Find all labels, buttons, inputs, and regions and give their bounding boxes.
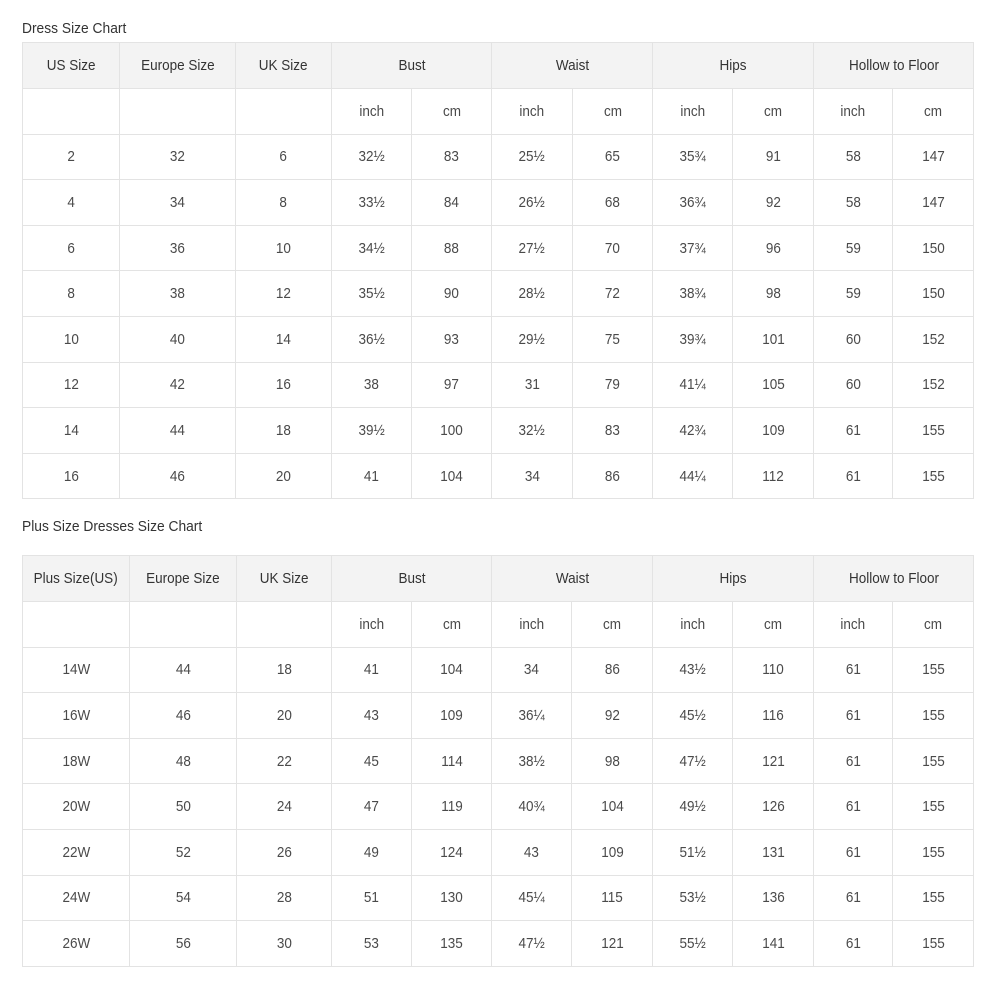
table-cell: 61: [814, 738, 893, 784]
header-row: [23, 43, 974, 89]
table-cell: 45: [332, 738, 412, 784]
table-cell: 155: [893, 921, 974, 967]
unit-cell: inch: [332, 602, 412, 648]
table-cell: 141: [733, 921, 814, 967]
table-cell: 20: [237, 693, 332, 739]
table-cell: 155: [893, 829, 974, 875]
table-cell: 4: [23, 180, 120, 226]
table-cell: 16W: [23, 693, 130, 739]
table-cell: 155: [893, 408, 974, 454]
table-cell: 40: [120, 316, 236, 362]
table-cell: 18: [236, 408, 332, 454]
table-row: [23, 738, 974, 784]
table-cell: 12: [23, 362, 120, 408]
table-cell: 96: [733, 225, 814, 271]
table-cell: 34½: [332, 225, 412, 271]
table-cell: 39¾: [653, 316, 733, 362]
unit-cell: inch: [653, 602, 733, 648]
table-cell: 61: [814, 829, 893, 875]
table-row: [23, 693, 974, 739]
table-cell: 44: [130, 647, 237, 693]
table-cell: 10: [236, 225, 332, 271]
table-cell: 37¾: [653, 225, 733, 271]
table-cell: 18W: [23, 738, 130, 784]
table-cell: 47: [332, 784, 412, 830]
header-us-size: US Size: [23, 43, 120, 89]
table-cell: 32½: [492, 408, 573, 454]
table-cell: 84: [412, 180, 492, 226]
table-cell: 124: [412, 829, 492, 875]
table-cell: 92: [733, 180, 814, 226]
table-cell: 155: [893, 738, 974, 784]
table-cell: 43: [492, 829, 572, 875]
table-cell: 24: [237, 784, 332, 830]
table-cell: 101: [733, 316, 814, 362]
unit-row: [23, 89, 974, 135]
table-cell: 155: [893, 693, 974, 739]
table-cell: 104: [412, 647, 492, 693]
table-cell: 119: [412, 784, 492, 830]
unit-cell: cm: [412, 89, 492, 135]
table-cell: 26W: [23, 921, 130, 967]
table-row: [23, 921, 974, 967]
table-cell: 41: [332, 453, 412, 499]
table-cell: 14: [236, 316, 332, 362]
table-cell: 88: [412, 225, 492, 271]
table-cell: 59: [814, 271, 893, 317]
table-cell: 45¼: [492, 875, 572, 921]
table-row: [23, 316, 974, 362]
table-cell: 56: [130, 921, 237, 967]
table-cell: 150: [893, 225, 974, 271]
table-cell: 70: [573, 225, 653, 271]
table-cell: 45½: [653, 693, 733, 739]
table-cell: 43½: [653, 647, 733, 693]
table-cell: 59: [814, 225, 893, 271]
table-cell: 29½: [492, 316, 573, 362]
plus-size-chart-title: Plus Size Dresses Size Chart: [22, 518, 203, 535]
table-cell: 18: [237, 647, 332, 693]
table-row: [23, 134, 974, 180]
table-cell: 34: [120, 180, 236, 226]
table-row: [23, 362, 974, 408]
table-cell: 109: [733, 408, 814, 454]
table-cell: 43: [332, 693, 412, 739]
header-uk-size: UK Size: [236, 43, 332, 89]
table-cell: 109: [572, 829, 653, 875]
table-cell: 121: [733, 738, 814, 784]
table-cell: 115: [572, 875, 653, 921]
table-cell: 49: [332, 829, 412, 875]
table-cell: 155: [893, 875, 974, 921]
table-cell: 25½: [492, 134, 573, 180]
table-cell: 130: [412, 875, 492, 921]
table-cell: 35½: [332, 271, 412, 317]
table-cell: 86: [573, 453, 653, 499]
unit-cell: inch: [492, 89, 573, 135]
table-cell: 33½: [332, 180, 412, 226]
dress-size-table: [22, 42, 974, 499]
table-cell: 61: [814, 647, 893, 693]
table-cell: 14: [23, 408, 120, 454]
table-cell: 14W: [23, 647, 130, 693]
table-cell: 16: [23, 453, 120, 499]
table-cell: 47½: [653, 738, 733, 784]
table-cell: 61: [814, 453, 893, 499]
table-cell: 155: [893, 647, 974, 693]
table-cell: 147: [893, 180, 974, 226]
table-row: [23, 829, 974, 875]
table-cell: 90: [412, 271, 492, 317]
table-cell: 131: [733, 829, 814, 875]
unit-cell: cm: [733, 602, 814, 648]
table-cell: 86: [572, 647, 653, 693]
table-cell: 2: [23, 134, 120, 180]
table-cell: 31: [492, 362, 573, 408]
table-cell: 47½: [492, 921, 572, 967]
header-bust: Bust: [332, 43, 492, 89]
table-cell: 61: [814, 693, 893, 739]
table-cell: 147: [893, 134, 974, 180]
header-hollow-to-floor: Hollow to Floor: [814, 43, 974, 89]
table-cell: 65: [573, 134, 653, 180]
table-cell: 58: [814, 180, 893, 226]
table-cell: 24W: [23, 875, 130, 921]
table-cell: 36¾: [653, 180, 733, 226]
table-cell: 152: [893, 316, 974, 362]
table-cell: 109: [412, 693, 492, 739]
table-cell: 105: [733, 362, 814, 408]
header-hips: Hips: [653, 556, 814, 602]
table-cell: 100: [412, 408, 492, 454]
header-europe-size: Europe Size: [130, 556, 237, 602]
header-waist: Waist: [492, 43, 653, 89]
table-cell: 91: [733, 134, 814, 180]
table-cell: 104: [412, 453, 492, 499]
table-cell: 34: [492, 647, 572, 693]
table-row: [23, 180, 974, 226]
table-cell: 44: [120, 408, 236, 454]
dress-size-chart-title: Dress Size Chart: [22, 20, 127, 37]
unit-cell: cm: [573, 89, 653, 135]
table-cell: 92: [572, 693, 653, 739]
table-cell: 55½: [653, 921, 733, 967]
empty-cell: [236, 89, 332, 135]
table-cell: 104: [572, 784, 653, 830]
table-cell: 135: [412, 921, 492, 967]
table-cell: 72: [573, 271, 653, 317]
table-cell: 112: [733, 453, 814, 499]
table-cell: 10: [23, 316, 120, 362]
table-cell: 150: [893, 271, 974, 317]
unit-cell: cm: [893, 602, 974, 648]
header-hollow-to-floor: Hollow to Floor: [814, 556, 974, 602]
unit-cell: inch: [814, 602, 893, 648]
table-cell: 46: [130, 693, 237, 739]
table-cell: 61: [814, 408, 893, 454]
table-cell: 114: [412, 738, 492, 784]
table-cell: 38: [332, 362, 412, 408]
table-row: [23, 647, 974, 693]
table-cell: 36: [120, 225, 236, 271]
table-cell: 152: [893, 362, 974, 408]
empty-cell: [23, 602, 130, 648]
table-cell: 28½: [492, 271, 573, 317]
unit-cell: cm: [893, 89, 974, 135]
table-cell: 83: [573, 408, 653, 454]
unit-cell: inch: [492, 602, 572, 648]
table-cell: 32: [120, 134, 236, 180]
table-cell: 121: [572, 921, 653, 967]
empty-cell: [23, 89, 120, 135]
table-cell: 40¾: [492, 784, 572, 830]
unit-cell: inch: [814, 89, 893, 135]
plus-size-table: [22, 555, 974, 967]
table-cell: 36½: [332, 316, 412, 362]
table-cell: 8: [23, 271, 120, 317]
table-cell: 155: [893, 453, 974, 499]
table-row: [23, 271, 974, 317]
table-cell: 51½: [653, 829, 733, 875]
table-cell: 6: [236, 134, 332, 180]
unit-cell: cm: [572, 602, 653, 648]
table-cell: 54: [130, 875, 237, 921]
unit-row: [23, 602, 974, 648]
table-cell: 110: [733, 647, 814, 693]
table-cell: 60: [814, 362, 893, 408]
header-europe-size: Europe Size: [120, 43, 236, 89]
unit-cell: inch: [653, 89, 733, 135]
table-cell: 93: [412, 316, 492, 362]
table-cell: 136: [733, 875, 814, 921]
empty-cell: [130, 602, 237, 648]
table-cell: 83: [412, 134, 492, 180]
table-cell: 79: [573, 362, 653, 408]
table-cell: 28: [237, 875, 332, 921]
table-cell: 61: [814, 875, 893, 921]
table-cell: 38½: [492, 738, 572, 784]
table-cell: 26: [237, 829, 332, 875]
table-cell: 26½: [492, 180, 573, 226]
table-row: [23, 408, 974, 454]
table-cell: 38¾: [653, 271, 733, 317]
table-cell: 98: [733, 271, 814, 317]
table-cell: 6: [23, 225, 120, 271]
unit-cell: inch: [332, 89, 412, 135]
table-cell: 22W: [23, 829, 130, 875]
table-cell: 30: [237, 921, 332, 967]
table-cell: 42¾: [653, 408, 733, 454]
table-cell: 52: [130, 829, 237, 875]
empty-cell: [237, 602, 332, 648]
header-waist: Waist: [492, 556, 653, 602]
table-cell: 68: [573, 180, 653, 226]
table-cell: 27½: [492, 225, 573, 271]
header-hips: Hips: [653, 43, 814, 89]
table-row: [23, 225, 974, 271]
table-cell: 61: [814, 784, 893, 830]
table-cell: 155: [893, 784, 974, 830]
table-cell: 50: [130, 784, 237, 830]
table-cell: 41¼: [653, 362, 733, 408]
table-cell: 8: [236, 180, 332, 226]
empty-cell: [120, 89, 236, 135]
table-cell: 39½: [332, 408, 412, 454]
table-cell: 61: [814, 921, 893, 967]
table-cell: 48: [130, 738, 237, 784]
table-cell: 41: [332, 647, 412, 693]
table-cell: 35¾: [653, 134, 733, 180]
unit-cell: cm: [733, 89, 814, 135]
table-cell: 97: [412, 362, 492, 408]
table-cell: 22: [237, 738, 332, 784]
table-cell: 46: [120, 453, 236, 499]
table-cell: 42: [120, 362, 236, 408]
table-row: [23, 784, 974, 830]
table-cell: 53½: [653, 875, 733, 921]
table-cell: 36¼: [492, 693, 572, 739]
table-cell: 16: [236, 362, 332, 408]
header-plus-size-us: Plus Size(US): [23, 556, 130, 602]
table-cell: 116: [733, 693, 814, 739]
table-cell: 75: [573, 316, 653, 362]
header-row: [23, 556, 974, 602]
header-bust: Bust: [332, 556, 492, 602]
table-cell: 20W: [23, 784, 130, 830]
table-cell: 58: [814, 134, 893, 180]
table-cell: 126: [733, 784, 814, 830]
unit-cell: cm: [412, 602, 492, 648]
table-cell: 32½: [332, 134, 412, 180]
table-cell: 44¼: [653, 453, 733, 499]
table-cell: 20: [236, 453, 332, 499]
table-cell: 51: [332, 875, 412, 921]
table-row: [23, 453, 974, 499]
table-row: [23, 875, 974, 921]
table-cell: 98: [572, 738, 653, 784]
table-cell: 38: [120, 271, 236, 317]
table-cell: 49½: [653, 784, 733, 830]
table-cell: 34: [492, 453, 573, 499]
table-cell: 12: [236, 271, 332, 317]
table-cell: 60: [814, 316, 893, 362]
header-uk-size: UK Size: [237, 556, 332, 602]
table-cell: 53: [332, 921, 412, 967]
